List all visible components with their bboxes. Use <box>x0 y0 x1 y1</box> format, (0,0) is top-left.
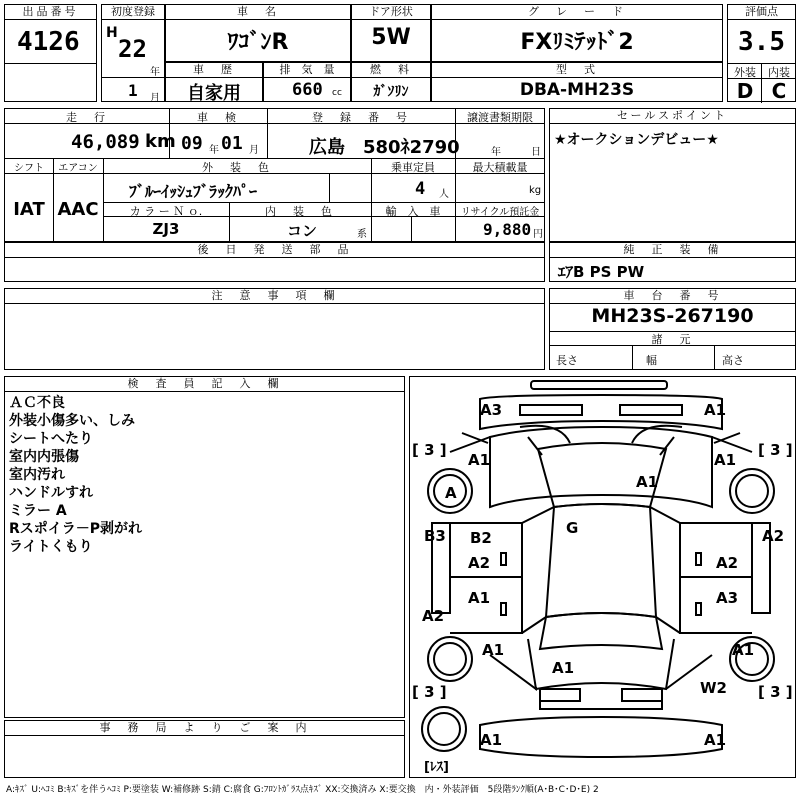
inspector-notes-box <box>4 376 405 718</box>
first-registration-year-unit: 年 <box>150 67 160 78</box>
inspector-notes-header: 検 査 員 記 入 欄 <box>5 377 404 392</box>
info-block <box>4 108 545 242</box>
exterior-color-header: 外 装 色 <box>202 161 272 174</box>
color-number-value: ZJ3 <box>152 220 180 238</box>
equipment-box <box>549 242 796 282</box>
inspection-year-unit: 年 <box>209 145 219 156</box>
transfer-header: 譲渡書類期限 <box>467 111 533 124</box>
transfer-year-unit: 年 <box>491 147 501 158</box>
mark-fender-rear-left: A1 <box>482 641 505 659</box>
door-type-value: 5W <box>371 25 411 50</box>
fuel-value: ｶﾞｿﾘﾝ <box>373 84 409 100</box>
inspection-month-unit: 月 <box>249 145 259 156</box>
sales-point-value: ★オークションデビュー★ <box>554 132 719 148</box>
first-registration-year: 22 <box>118 35 147 63</box>
model-box <box>431 62 723 102</box>
mark-wheel-front-left: A <box>445 484 457 502</box>
inspector-note-line: ミラー A <box>9 503 67 519</box>
spec-length-label: 長さ <box>556 354 578 367</box>
recycle-unit: 円 <box>533 229 543 240</box>
chassis-box <box>549 288 796 370</box>
sales-point-box <box>549 108 796 242</box>
history-value: 自家用 <box>187 83 241 104</box>
chassis-value: MH23S-267190 <box>591 305 754 327</box>
import-header: 輸 入 車 <box>385 205 441 218</box>
max-load-unit: kg <box>529 185 542 196</box>
recycle-value: 9,880 <box>483 220 532 239</box>
fuel-box <box>351 62 431 102</box>
inspector-note-line: ハンドルすれ <box>9 485 93 501</box>
mark-hood: A1 <box>636 473 659 491</box>
inspector-note-line: シートへたり <box>9 431 93 447</box>
tire-label-front-right: [ 3 ] <box>758 441 793 459</box>
door-type-box <box>351 4 431 62</box>
mark-door-front-left: A2 <box>468 554 491 572</box>
inspector-notes-list <box>9 394 142 556</box>
mark-fender-front-left: A1 <box>468 451 491 469</box>
equipment-header: 純 正 装 備 <box>550 243 795 258</box>
lot-number-value: 4126 <box>17 27 80 57</box>
inspector-note-line: Rスポイラ－P剥がれ <box>9 521 143 537</box>
lot-number-box <box>4 4 97 102</box>
inspector-note-line: 室内汚れ <box>9 467 65 483</box>
score-header: 評価点 <box>728 5 795 20</box>
score-box <box>727 4 796 102</box>
inspector-note-line: 外装小傷多い、しみ <box>9 413 135 429</box>
mark-door-rear-right: A3 <box>716 589 739 607</box>
mark-lamp-rear-right: W2 <box>700 679 727 697</box>
first-registration-era: H <box>106 25 118 41</box>
plate-value: 広島 580ﾈ2790 <box>309 137 460 158</box>
mark-front-bumper-left: A3 <box>480 401 503 419</box>
max-load-header: 最大積載量 <box>472 161 528 174</box>
tire-label-rear-right: [ 3 ] <box>758 683 793 701</box>
model-header: 型 式 <box>432 63 722 78</box>
mark-trunk: A1 <box>552 659 575 677</box>
history-box <box>165 62 263 102</box>
exterior-score-value: D <box>736 79 754 103</box>
capacity-unit: 人 <box>439 189 449 200</box>
car-name-header: 車 名 <box>166 5 350 20</box>
mark-door-front-left-top: B2 <box>470 529 492 547</box>
interior-score-value: C <box>771 79 787 103</box>
mark-fender-front-right: A1 <box>714 451 737 469</box>
mark-fender-rear-right: A1 <box>732 641 755 659</box>
inspection-year: 09 <box>181 133 203 154</box>
first-registration-box <box>101 4 165 102</box>
chassis-header: 車 台 番 号 <box>550 289 795 304</box>
first-registration-month-unit: 月 <box>150 93 160 104</box>
mark-side-left: B3 <box>424 527 446 545</box>
car-diagram <box>410 377 795 777</box>
office-box <box>4 720 405 778</box>
model-value: DBA-MH23S <box>519 80 635 100</box>
mark-roof: G <box>566 519 579 537</box>
mark-rear-bumper-right: A1 <box>704 731 727 749</box>
inspector-note-line: 室内内張傷 <box>9 449 79 465</box>
color-number-header: カ ラ ー Ｎ ｏ. <box>129 205 203 218</box>
tire-label-rear-left: [ 3 ] <box>412 683 447 701</box>
mark-door-front-right: A2 <box>716 554 739 572</box>
first-registration-month: 1 <box>128 81 138 100</box>
displacement-header: 排 気 量 <box>264 63 350 78</box>
inspection-header: 車 検 <box>197 111 239 124</box>
later-parts-header: 後 日 発 送 部 品 <box>5 243 544 258</box>
history-header: 車 歴 <box>166 63 262 78</box>
grade-box <box>431 4 723 62</box>
mark-side-right: A2 <box>762 527 785 545</box>
caution-header: 注 意 事 項 欄 <box>5 289 544 304</box>
door-type-header: ドア形状 <box>352 5 430 20</box>
car-diagram-box <box>409 376 796 778</box>
spec-height-label: 高さ <box>722 354 744 367</box>
transfer-day-unit: 日 <box>531 147 541 158</box>
capacity-header: 乗車定員 <box>391 161 435 174</box>
inspection-month: 01 <box>221 133 243 154</box>
mark-front-bumper-right: A1 <box>704 401 727 419</box>
fuel-header: 燃 料 <box>352 63 430 78</box>
plate-header: 登 録 番 号 <box>312 111 410 124</box>
equipment-value: ｴｱB PS PW <box>558 263 645 281</box>
mark-rear-bumper-left: A1 <box>480 731 503 749</box>
tire-label-spare: [ﾚｽ] <box>424 760 449 775</box>
grade-header: グ レ ー ド <box>432 5 722 20</box>
score-value: 3.5 <box>738 27 785 57</box>
shift-value: IAT <box>13 199 45 220</box>
mark-rocker-left: A2 <box>422 607 445 625</box>
exterior-score-header: 外装 <box>734 66 756 79</box>
lot-number-header: 出品番号 <box>5 5 96 20</box>
interior-color-header: 内 装 色 <box>265 205 335 218</box>
specs-header: 諸 元 <box>651 333 694 346</box>
exterior-color-value: ﾌﾞﾙｰｲｯｼｭﾌﾞﾗｯｸﾊﾟｰ <box>129 182 258 201</box>
mileage-value: 46,089 <box>71 131 140 153</box>
aircon-header: エアコン <box>58 163 98 174</box>
legend: A:ｷｽﾞ U:ﾍｺﾐ B:ｷｽﾞを伴うﾍｺﾐ P:要塗装 W:補修跡 S:錆 C:腐食 G:ﾌﾛﾝﾄｶﾞﾗｽ点ｷｽﾞ XX:交換済み X:要交換 内・外装評価 5段階ﾗﾝｸ順(A･B･C･D･E) 2 <box>6 785 599 795</box>
aircon-value: AAC <box>57 199 99 220</box>
first-registration-header: 初度登録 <box>102 5 164 20</box>
car-name-box <box>165 4 351 62</box>
grade-value: FXﾘﾐﾃｯﾄﾞ2 <box>520 30 634 55</box>
recycle-header: リサイクル預託金 <box>460 207 540 218</box>
interior-score-header: 内装 <box>768 66 790 79</box>
displacement-unit: cc <box>332 88 342 98</box>
inspector-note-line: ライトくもり <box>9 539 93 555</box>
mileage-unit: km <box>145 131 176 152</box>
mileage-header: 走 行 <box>66 111 108 124</box>
car-name-value: ﾜｺﾞﾝR <box>227 30 289 55</box>
office-header: 事 務 局 よ り ご 案 内 <box>5 721 404 736</box>
inspector-note-line: ＡＣ不良 <box>9 395 65 411</box>
interior-color-unit: 系 <box>357 229 367 240</box>
later-parts-box <box>4 242 545 282</box>
caution-box <box>4 288 545 370</box>
spec-width-label: 幅 <box>646 354 657 367</box>
shift-header: シフト <box>14 163 44 174</box>
capacity-value: 4 <box>415 179 426 199</box>
tire-label-front-left: [ 3 ] <box>412 441 447 459</box>
displacement-value: 660 <box>292 80 323 100</box>
interior-color-value: コン <box>287 222 318 240</box>
sales-point-header: セールスポイント <box>550 109 795 124</box>
displacement-box <box>263 62 351 102</box>
mark-door-rear-left: A1 <box>468 589 491 607</box>
